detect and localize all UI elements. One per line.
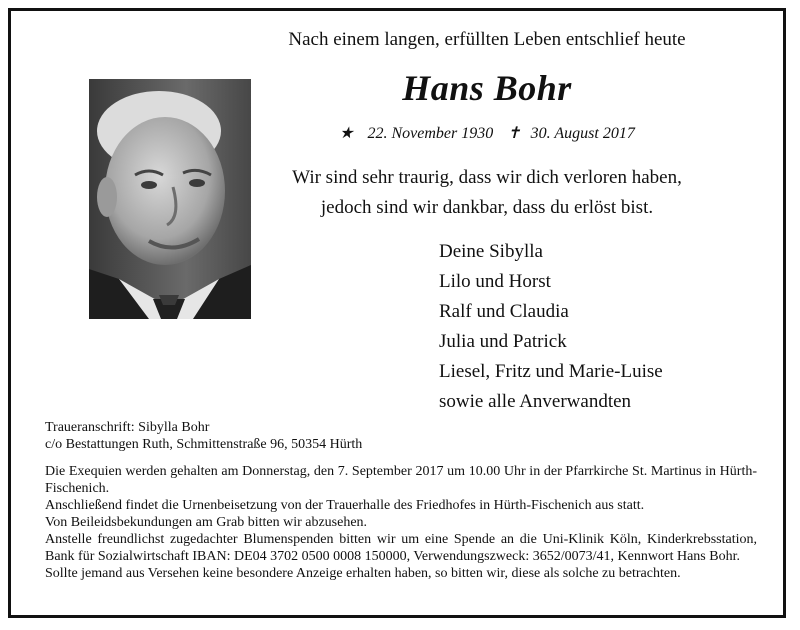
portrait-photo-image: [89, 79, 251, 319]
portrait-photo: [89, 79, 251, 319]
cross-icon: ✝: [507, 125, 521, 142]
mourner-line: Ralf und Claudia: [439, 301, 569, 322]
notes-paragraph: Anstelle freundlichst zugedachter Blumenspenden bitten wir um eine Spende an die Uni-Klinik Köln, Kinderkrebsstation, Bank für Sozialwirtschaft IBAN: DE04 3702 0500 0008 150000, Verwendungszweck: 3652/0073/41, Kennwort Hans Bohr.: [45, 532, 757, 564]
star-icon: ★: [339, 125, 354, 142]
intro-line: Nach einem langen, erfüllten Leben entschlief heute: [288, 29, 686, 50]
address-line: c/o Bestattungen Ruth, Schmittenstraße 96, 50354 Hürth: [45, 437, 363, 452]
mourner-line: Deine Sibylla: [439, 241, 543, 262]
notes-paragraph: Anschließend findet die Urnenbeisetzung von der Trauerhalle des Friedhofes in Hürth-Fischenich aus statt.: [45, 498, 645, 513]
mourner-line: sowie alle Anverwandten: [439, 391, 632, 412]
mourners-list: [439, 237, 663, 417]
mourner-line: Liesel, Fritz und Marie-Luise: [439, 361, 663, 382]
mourning-address: [45, 419, 362, 453]
mourner-line: Lilo und Horst: [439, 271, 551, 292]
death-date: ✝ 30. August 2017: [507, 125, 635, 142]
deceased-name: Hans Bohr: [402, 68, 572, 108]
funeral-notes: [45, 463, 757, 582]
mourner-line: Julia und Patrick: [439, 331, 567, 352]
verse-line: jedoch sind wir dankbar, dass du erlöst bist.: [320, 197, 654, 218]
notes-paragraph: Die Exequien werden gehalten am Donnerstag, den 7. September 2017 um 10.00 Uhr in der Pfarrkirche St. Martinus in Hürth-Fischenich.: [45, 464, 757, 496]
notes-paragraph: Sollte jemand aus Versehen keine besondere Anzeige erhalten haben, so bitten wir, diese als solche zu betrachten.: [45, 566, 681, 581]
notes-paragraph: Von Beileidsbekundungen am Grab bitten wir abzusehen.: [45, 515, 368, 530]
obituary-notice: [8, 8, 786, 618]
address-line: Traueranschrift: Sibylla Bohr: [45, 420, 210, 435]
verse-line: Wir sind sehr traurig, dass wir dich verloren haben,: [292, 167, 682, 188]
birth-date: ★ 22. November 1930: [339, 125, 494, 142]
